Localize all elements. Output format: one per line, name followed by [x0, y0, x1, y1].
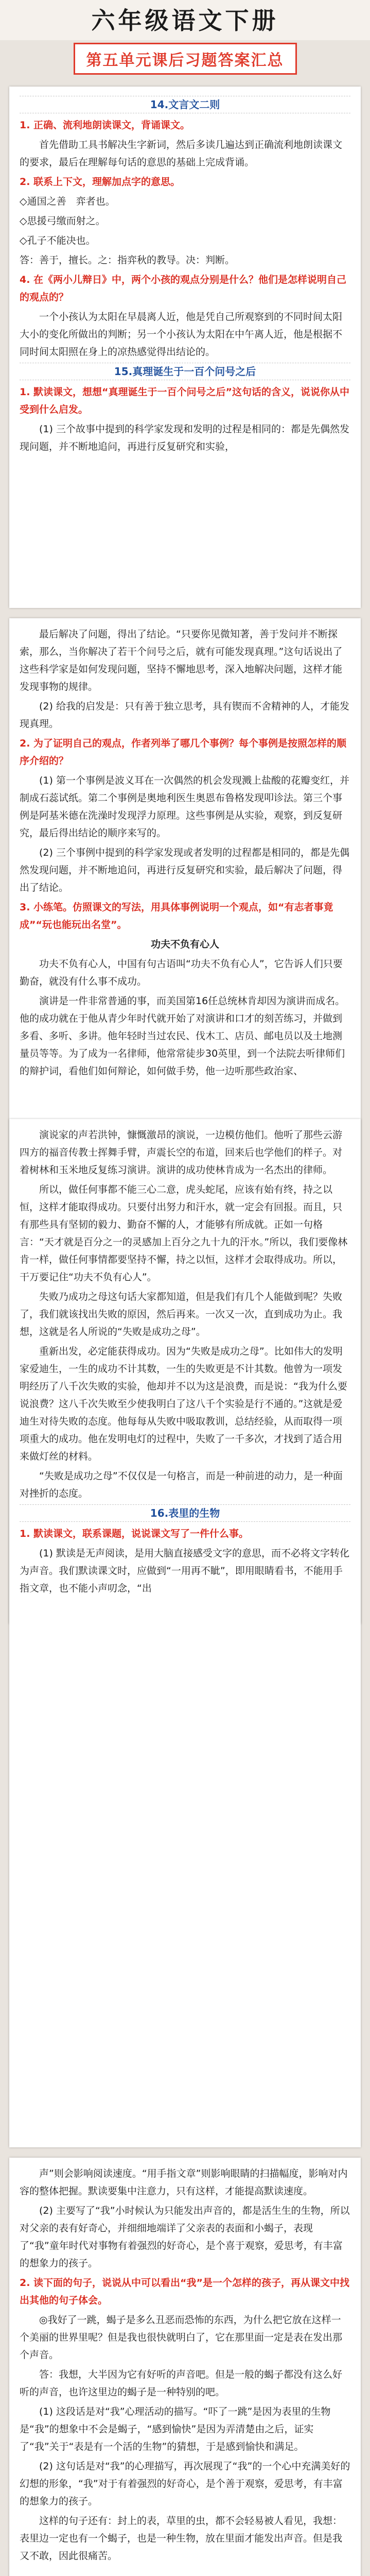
- question-14-2: 2. 联系上下文，理解加点字的意思。: [20, 176, 181, 188]
- answer-14-4: 一个小孩认为太阳在早晨离人近，他是凭自己所观察到的不同时间太阳大小的变化所做出的判断；另一个小孩认为太阳在中午离人近，他是根据不同时间太阳照在身上的凉热感觉得出结论的。: [20, 311, 343, 358]
- subtitle-suffix: 课后习题答案汇总: [152, 52, 284, 70]
- subtitle-box: [74, 43, 297, 75]
- question-14-1: 1. 正确、流利地朗读课文，背诵课文。: [20, 120, 190, 131]
- question-15-1: 1. 默读课文，想想“真理诞生于一百个问号之后”这句话的含义，说说你从中受到什么启发。: [20, 386, 350, 415]
- page-card-1: [9, 87, 361, 608]
- subtitle-wrapper: [0, 40, 370, 77]
- essay-paragraph-6: 重新出发，必定能获得成功。因为“失败是成功之母”。比如伟大的发明家爱迪生，一生的成功不计其数，一生的失败更是不计其数。他曾为一项发明经历了八千次失败的实验，他却并不以为这是浪费，而是说：“我为什么要说浪费？这八千次失败至少使我明白了这八千个实验是行不通的。”这就是爱迪生对待失败的态度。他每每从失败中吸取教训，总结经验，从而取得一项项重大的成功。他在发明电灯的过程中，失败了一千多次，才找到了适合用来做灯丝的材料。: [20, 1346, 347, 1462]
- answer-15-1-part-2: (2) 给我的启发是：只有善于独立思考，具有锲而不舍精神的人，才能发现真理。: [20, 701, 349, 730]
- answer-16-2-part-1: (1) 这段话是对“我”心理活动的描写。“吓了一跳”是因为表里的生物是“我”的想象中不会是蝎子，“感到愉快”是因为弄清楚由之后，证实了“我”关于“表是有一个活的生物”的猜想，于是感到愉快和满足。: [20, 2406, 331, 2452]
- question-16-2: 2. 读下面的句子，说说从中可以看出“我”是一个怎样的孩子，再从课文中找出其他的句子体会。: [20, 2277, 350, 2306]
- answer-15-2-part-2: (2) 三个事例中提到的科学家发现或者发明的过程都是相同的，都是先偶然发现问题，并不断地追问，再进行反复研究和实验，最后解决了问题，得出了结论。: [20, 847, 349, 893]
- question-15-2: 2. 为了证明自己的观点，作者列举了哪几个事例？每个事例是按照怎样的顺序介绍的？: [20, 738, 347, 767]
- answer-14-2-key: 答：善于，擅长。之：指弈秋的教导。决：判断。: [20, 255, 235, 266]
- answer-15-2-part-1: (1) 第一个事例是波义耳在一次偶然的机会发现溅上盐酸的花瓣变红，并制成石蕊试纸。第二个事例是奥地利医生奥恩布鲁格发现叩诊法。第三个事例是阿基米德在洗澡时发现浮力原理。这些事例是从实验，观察，到反复研究，最后得出结论的顺序来写的。: [20, 775, 349, 839]
- answer-15-1-continued: 最后解决了问题，得出了结论。“只要你见微知著，善于发问并不断探索，那么，当你解决了若干个问号之后，就有可能发现真理。”这句话说出了这些科学家是如何发现问题，坚持不懈地思考，深入地解决问题，这样才能发现事物的规律。: [20, 629, 343, 692]
- answer-16-2-part-2: (2) 这句话是对“我”的心理描写，再次展现了“我”的一个心中充满美好的幻想的形象，“我”对于有着强烈的好奇心，是个善于观察，爱思考，有丰富的想象力的孩子。: [20, 2461, 350, 2507]
- page-card-3: [9, 1119, 361, 2147]
- answer-16-2-more: 这样的句子还有：封上的表，草里的虫，都不会轻易被人看见，我想：表里边一定也有一个蝎子，也是一种生物，放在里面才能发出声音。但是我又不敢，因此很痛苦。: [20, 2515, 343, 2562]
- essay-paragraph-5: 失败乃成功之母这句话大家都知道，但是我们有几个人能做到呢？失败了，我们就该找出失败的原因，然后再来。一次又一次，直到成功为止。我想，这就是名人所说的“失败是成功之母”。: [20, 1291, 343, 1337]
- essay-paragraph-7: “失败是成功之母”不仅仅是一句格言，而是一种前进的动力，是一种面对挫折的态度。: [20, 1470, 343, 1499]
- answer-16-2-quote-2: 答：我想，大半因为它有好听的声音吧。但是一般的蝎子都没有这么好听的声音，也许这里边的蝎子是一种特别的吧。: [20, 2369, 343, 2398]
- subtitle-prefix: 第五单元: [86, 52, 152, 70]
- answer-16-1-part-2: (2) 主要写了“我”小时候认为只能发出声音的，都是活生生的生物，所以对父亲的表有好奇心，并细细地端详了父亲表的表面和小蝎子，表现了“我”童年时代对事物有着强烈的好奇心，是个喜于观察，爱思考，有丰富的想象力的孩子。: [20, 2205, 350, 2269]
- section-heading-15: 15.真理诞生于一百个问号之后: [20, 363, 350, 380]
- page-title: 六年级语文下册: [0, 0, 370, 40]
- question-15-3: 3. 小练笔。仿照课文的写法，用具体事例说明一个观点，如“有志者事竟成”“玩也能玩出名堂”。: [20, 902, 333, 930]
- essay-paragraph-1: 功夫不负有心人，中国有句古语叫“功夫不负有心人”，它告诉人们只要勤奋，就没有什么事不成功。: [20, 958, 343, 987]
- page-card-4: [9, 2158, 361, 2576]
- section-heading-16: 16.表里的生物: [20, 1504, 350, 1522]
- essay-paragraph-3: 演说家的声若洪钟，慷慨激昂的演说，一边模仿他们。他听了那些云游四方的福音传教士挥舞手臂，声震长空的布道，回来后也学他们的样子。对着树林和玉米地反复练习演讲。演讲的成功使林肯成为一名杰出的律师。: [20, 1129, 343, 1176]
- essay-paragraph-2: 演讲是一件非常普通的事，而美国第16任总统林肯却因为演讲而成名。他的成功就在于他从青少年时代就开始了对演讲和口才的刻苦练习，并做到多看、多听、多讲。他年轻时当过农民、伐木工、店员、邮电员以及土地测量员等等。为了成为一名律师，他常常徒步30英里，到一个法院去听律师们的辩护词，看他们如何辩论，如何做手势，他一边听那些政治家、: [20, 995, 345, 1077]
- essay-title: 功夫不负有心人: [150, 939, 219, 950]
- section-heading-14: 14.文言文二则: [20, 96, 350, 113]
- answer-14-2-line-1: ◇通国之善 弈者也。: [20, 196, 115, 207]
- essay-paragraph-4: 所以，做任何事都不能三心二意，虎头蛇尾，应该有始有终，持之以恒，这样才能取得成功。只要付出努力和汗水，就一定会有回报。而且，只有那些具有坚韧的毅力、勤奋不懈的人，才能够有所成就。正如一句格言：“天才就是百分之一的灵感加上百分之九十九的汗水。”所以，我们要像林肯一样，做任何事情都要坚持不懈，持之以恒，这样才会取得成功。所以，干万要记住“功夫不负有心人”。: [20, 1184, 348, 1283]
- answer-14-2-line-3: ◇孔子不能决也。: [20, 235, 96, 246]
- question-16-1: 1. 默读课文，联系课题，说说课文写了一件什么事。: [20, 1528, 249, 1539]
- answer-14-2-line-2: ◇思援弓缴而射之。: [20, 215, 105, 227]
- answer-15-1: (1) 三个故事中提到的科学家发现和发明的过程是相同的：都是先偶然发现问题，并不断地追问，再进行反复研究和实验，: [20, 423, 349, 452]
- answer-16-2-quote-1: ◎我好了一跳，蝎子是多么丑恶而恐怖的东西，为什么把它放在这样一个美丽的世界里呢？但是我也很快就明白了，它在那里面一定是表在发出那个声音。: [20, 2314, 343, 2361]
- answer-16-1: (1) 默读是无声阅读，是用大脑直接感受文字的意思，而不必将文字转化为声音。我们默读课文时，应做到“一用再不眦”，即用眼睛看书，不能用手指文章，也不能小声叨念，“出: [20, 1548, 349, 1594]
- answer-16-1-continued: 声”则会影响阅读速度。“用手指文章”则影响眼睛的扫描幅度，影响对内容的整体把握。默读要集中注意力，只有这样，才能提高默读速度。: [20, 2168, 348, 2197]
- answer-14-1: 首先借助工具书解决生字新词，然后多读几遍达到正确流利地朗读课文的要求，最后在理解每句话的意思的基础上完成背诵。: [20, 139, 343, 168]
- question-14-4: 4. 在《两小儿辩日》中，两个小孩的观点分别是什么？他们是怎样说明自己的观点的？: [20, 274, 347, 303]
